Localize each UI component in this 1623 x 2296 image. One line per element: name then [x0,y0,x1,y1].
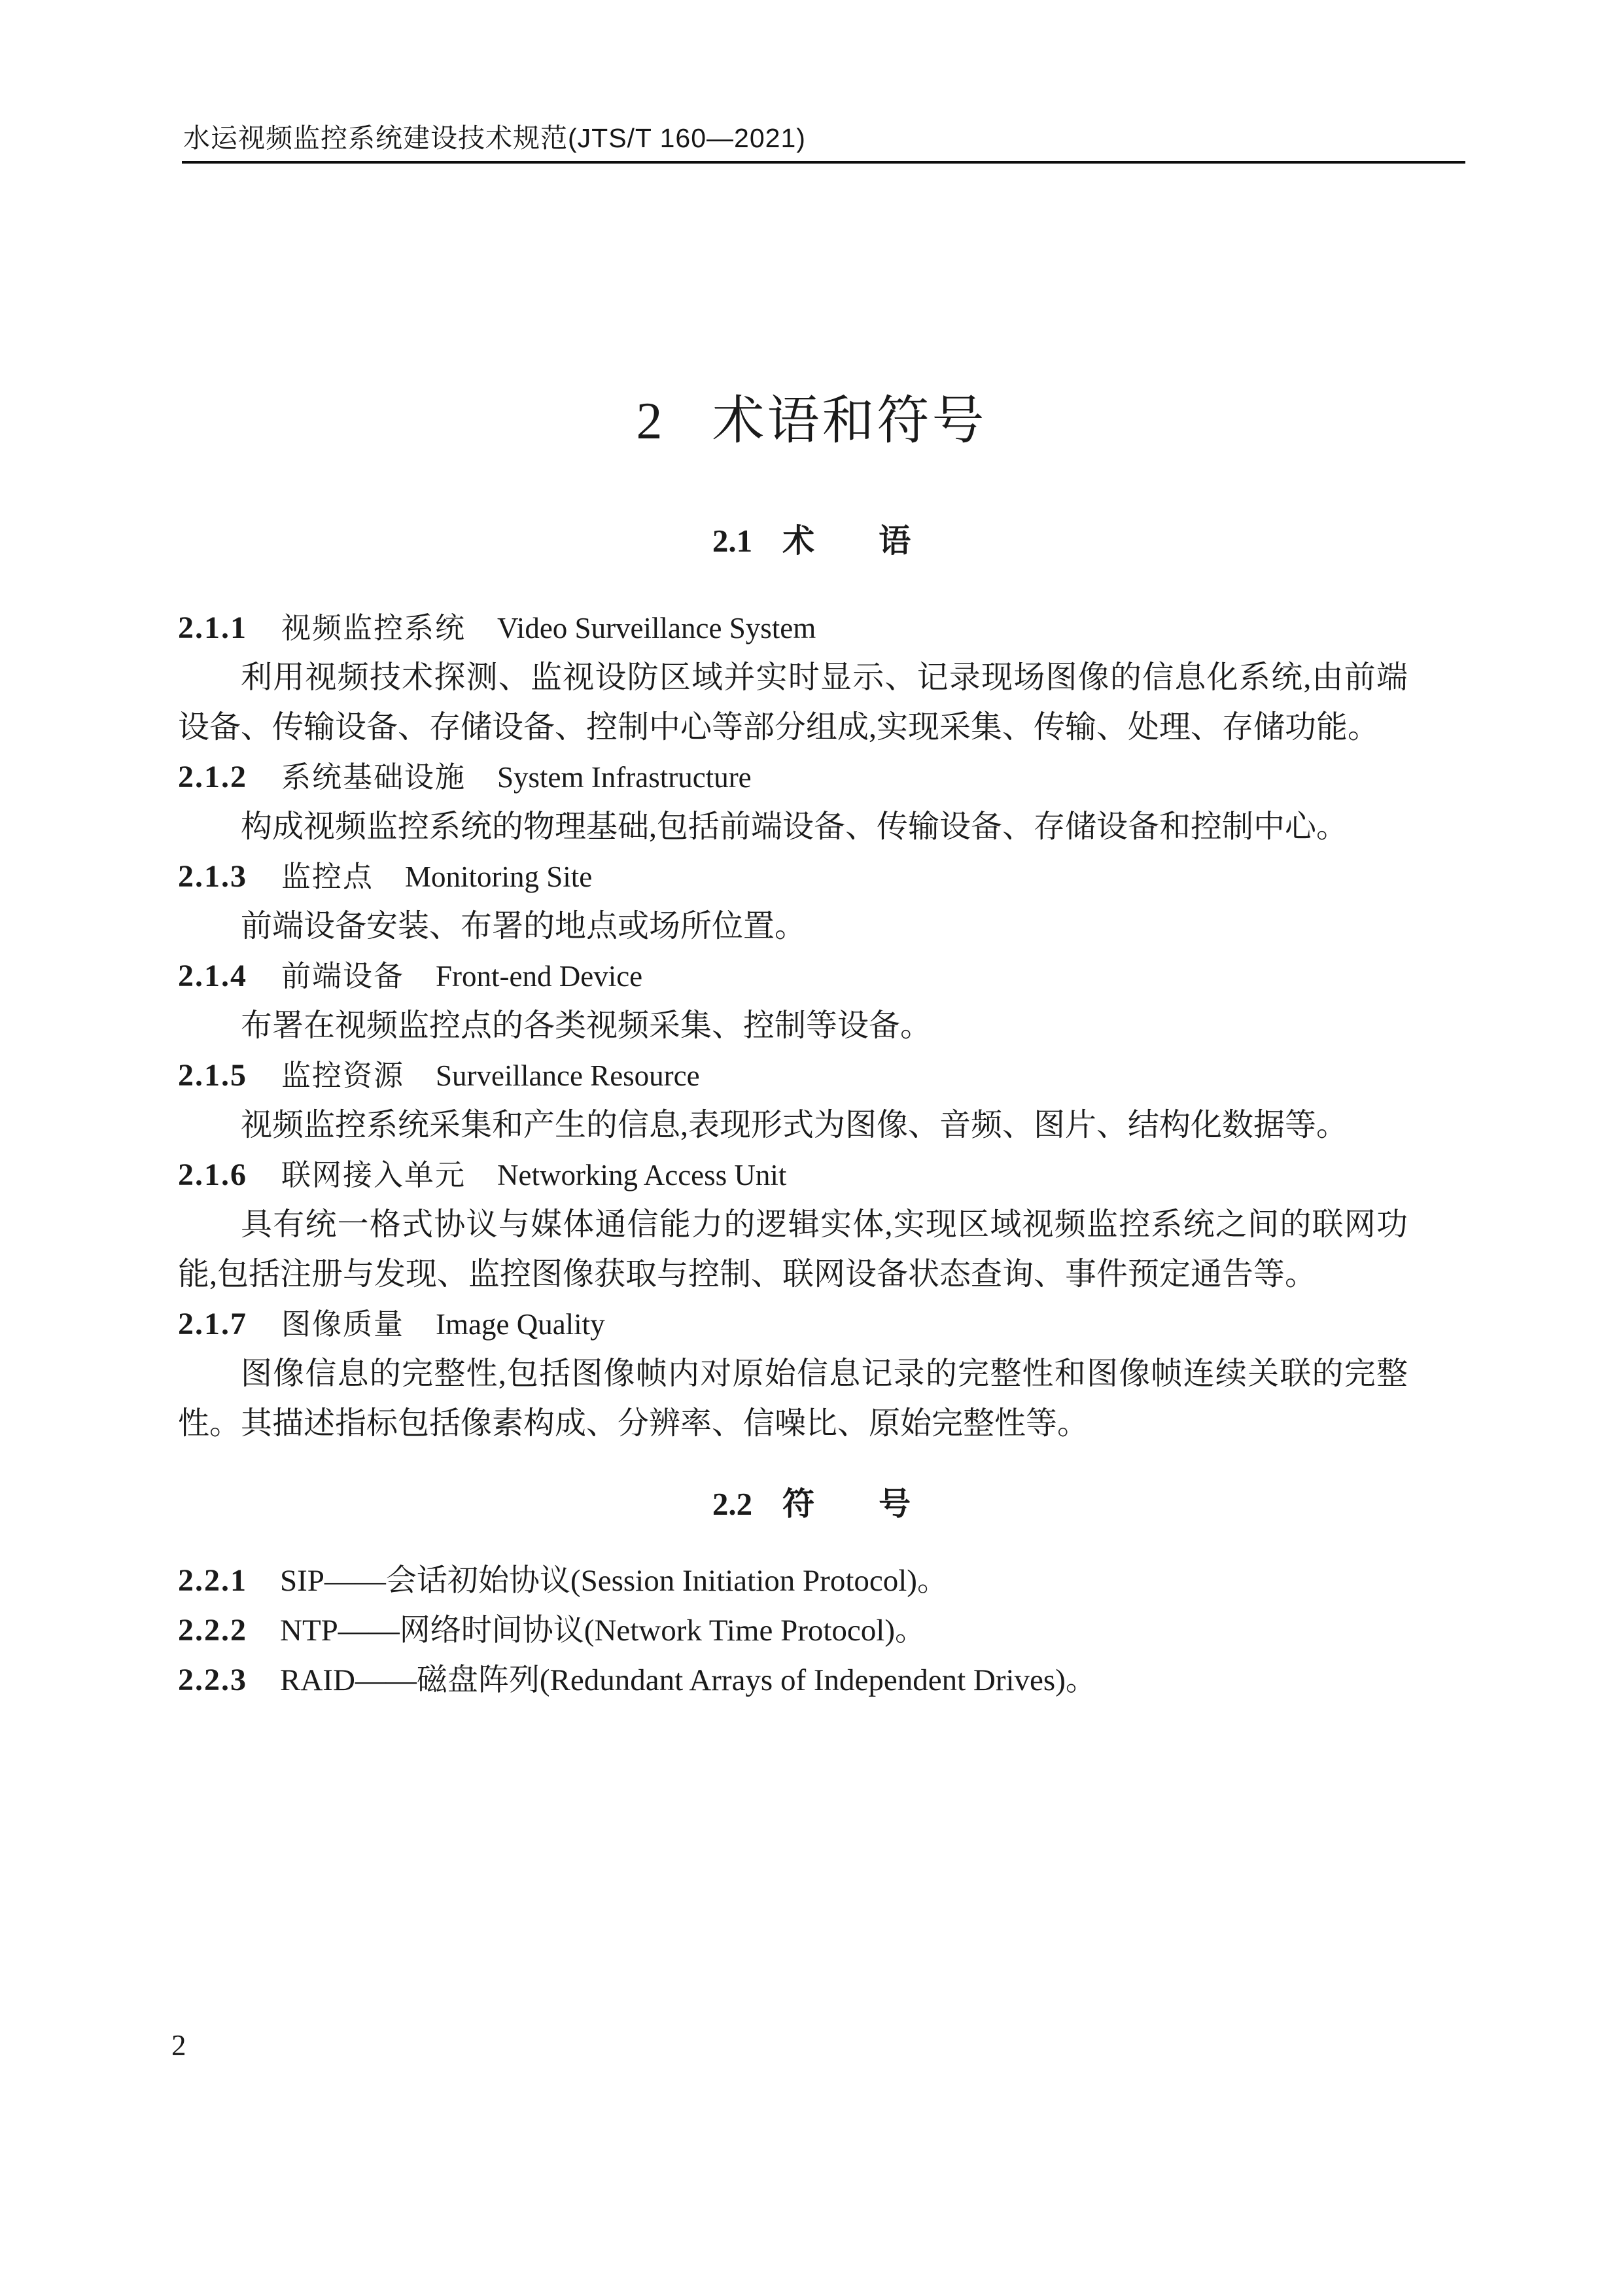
term-name-en: Networking Access Unit [497,1159,787,1192]
term-heading [178,951,1408,1001]
term-definition: 利用视频技术探测、监视设防区域并实时显示、记录现场图像的信息化系统,由前端设备、传输设备、存储设备、控制中心等部分组成,实现采集、传输、处理、存储功能。 [178,660,1408,745]
section-2-2-heading [0,1479,1623,1525]
term-heading [178,1051,1408,1101]
symbol-item [178,1655,1454,1705]
term-number: 2.1.1 [178,610,247,645]
chapter-number: 2 [636,393,665,450]
term-name-en: Front-end Device [436,960,643,993]
symbol-text: SIP——会话初始协议(Session Initiation Protocol)。 [280,1564,948,1598]
term-heading [178,852,1408,902]
symbol-text: RAID——磁盘阵列(Redundant Arrays of Independent Drives)。 [280,1663,1096,1697]
term-name-cn: 监控点 [281,860,374,893]
term-name-cn: 联网接入单元 [281,1158,466,1192]
term-number: 2.1.3 [178,859,247,894]
doc-header: 水运视频监控系统建设技术规范(JTS/T 160—2021) [183,123,806,153]
term-number: 2.1.2 [178,760,247,794]
terms-list [178,603,1408,1449]
term-name-en: Monitoring Site [405,860,593,893]
term-definition: 前端设备安装、布署的地点或场所位置。 [241,909,807,944]
term-heading [178,1150,1408,1200]
term-heading [178,752,1408,802]
header-rule [182,161,1465,164]
term-name-en: System Infrastructure [497,761,752,794]
symbol-item [178,1556,1454,1606]
chapter-title-text: 术语和符号 [712,393,987,450]
section-2-1-title: 术 语 [782,523,911,559]
section-2-2-number: 2.2 [712,1486,753,1522]
term-definition: 视频监控系统采集和产生的信息,表现形式为图像、音频、图片、结构化数据等。 [241,1108,1348,1142]
term-definition: 布署在视频监控点的各类视频采集、控制等设备。 [241,1008,932,1043]
section-2-2-title: 符 号 [782,1486,911,1522]
term-name-en: Image Quality [436,1308,605,1341]
term-heading [178,1299,1408,1349]
symbol-text: NTP——网络时间协议(Network Time Protocol)。 [280,1614,926,1648]
term-heading [178,603,1408,653]
symbol-number: 2.2.2 [178,1613,247,1648]
term-name-cn: 视频监控系统 [281,611,466,645]
term-name-cn: 前端设备 [281,959,405,993]
term-number: 2.1.6 [178,1157,247,1192]
symbol-number: 2.2.3 [178,1663,247,1697]
term-name-cn: 监控资源 [281,1059,405,1092]
section-2-1-heading [0,516,1623,561]
term-name-cn: 系统基础设施 [281,760,466,794]
term-name-cn: 图像质量 [281,1307,405,1341]
term-number: 2.1.4 [178,959,247,993]
term-definition: 构成视频监控系统的物理基础,包括前端设备、传输设备、存储设备和控制中心。 [241,809,1348,844]
section-2-1-number: 2.1 [712,523,753,559]
symbol-item [178,1606,1454,1655]
term-number: 2.1.5 [178,1058,247,1093]
symbols-list [178,1556,1454,1705]
term-number: 2.1.7 [178,1307,247,1341]
page-number: 2 [171,2029,186,2062]
term-name-en: Surveillance Resource [436,1059,700,1092]
term-definition: 图像信息的完整性,包括图像帧内对原始信息记录的完整性和图像帧连续关联的完整性。其描述指标包括像素构成、分辨率、信噪比、原始完整性等。 [178,1356,1408,1441]
chapter-title [0,378,1623,453]
term-definition: 具有统一格式协议与媒体通信能力的逻辑实体,实现区域视频监控系统之间的联网功能,包括注册与发现、监控图像获取与控制、联网设备状态查询、事件预定通告等。 [178,1207,1408,1292]
symbol-number: 2.2.1 [178,1563,247,1598]
term-name-en: Video Surveillance System [497,612,816,645]
